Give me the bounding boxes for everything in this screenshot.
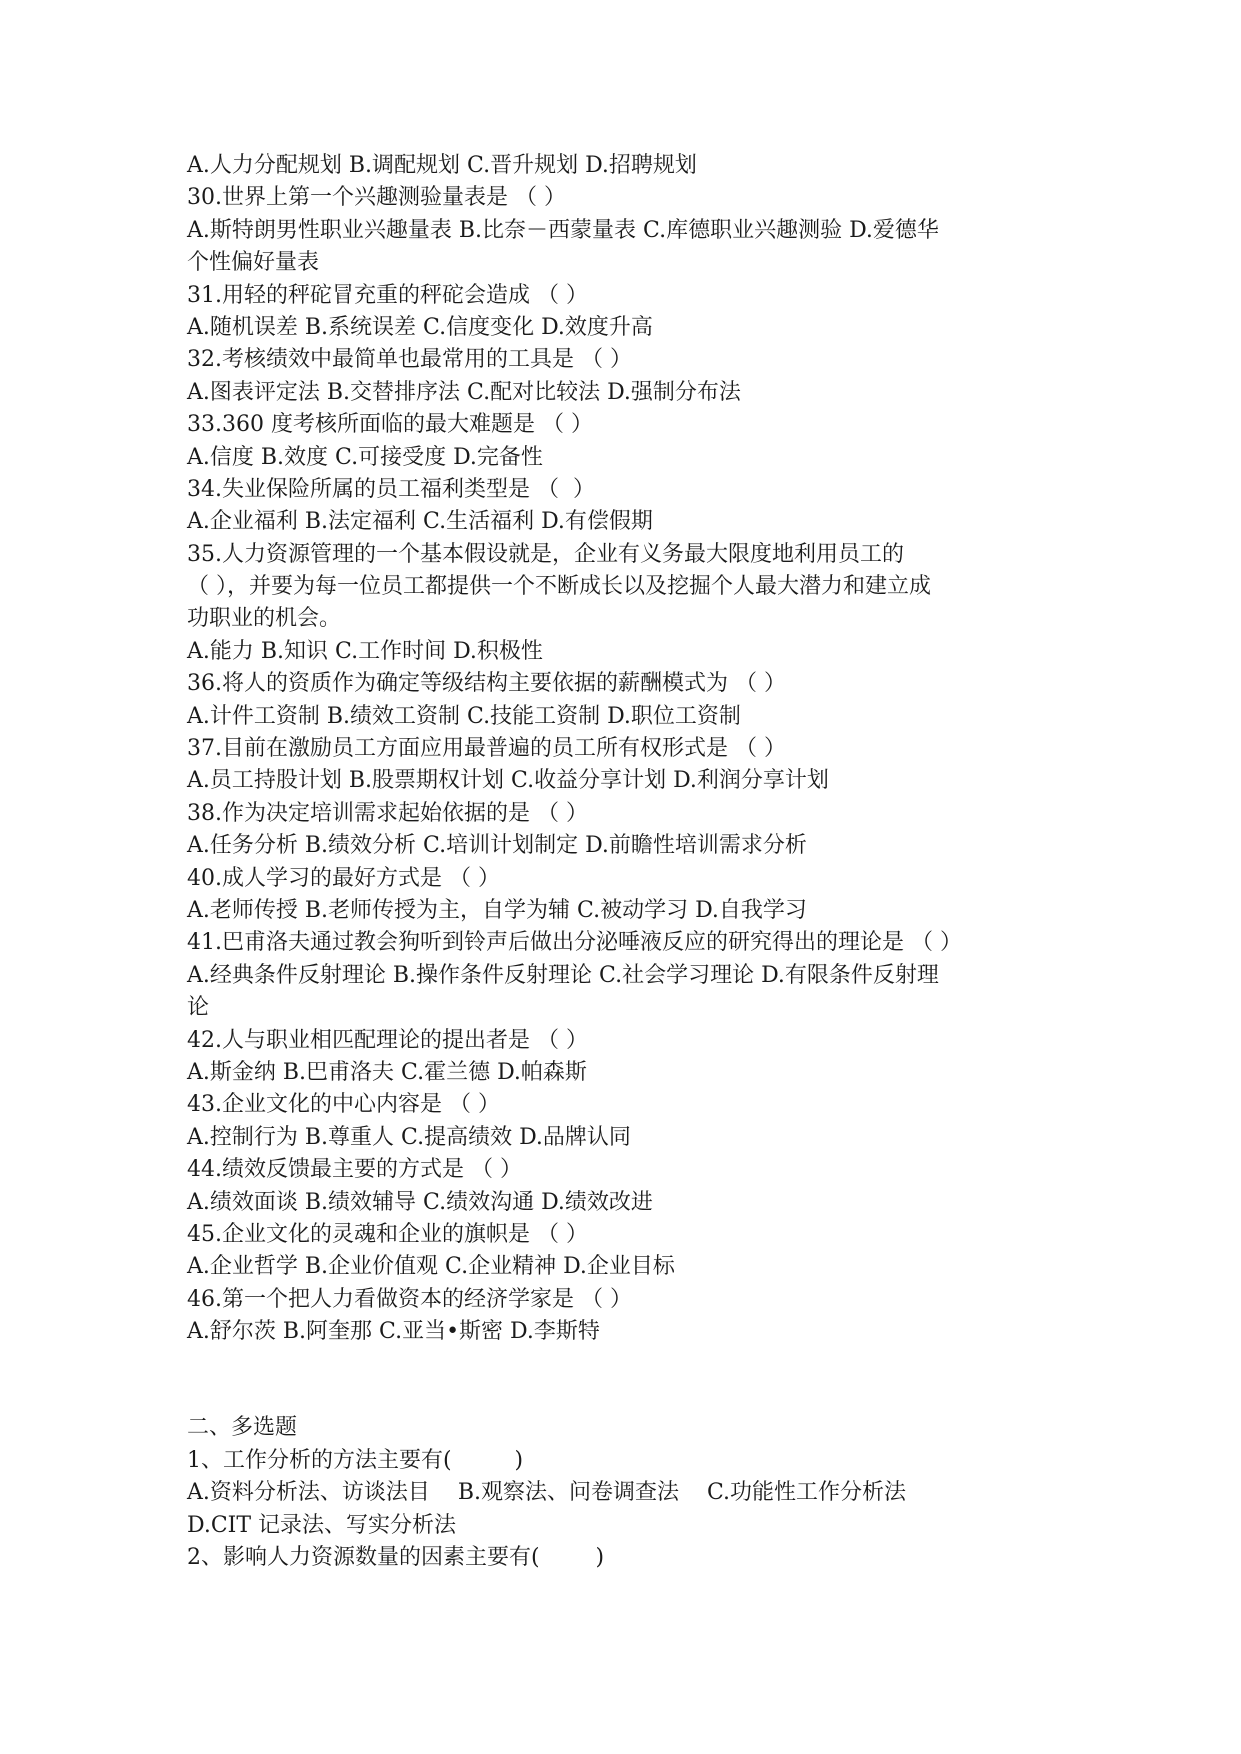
question-text-line: 30.世界上第一个兴趣测验量表是 （ ）	[187, 185, 566, 211]
question-text-line: 46.第一个把人力看做资本的经济学家是 （ ）	[187, 1286, 632, 1312]
question-text-line: A.舒尔茨 B.阿奎那 C.亚当•斯密 D.李斯特	[187, 1319, 600, 1345]
single-choice-block	[187, 150, 1067, 1348]
question-text-line: 论	[187, 995, 210, 1021]
question-text-line: 41.巴甫洛夫通过教会狗听到铃声后做出分泌唾液反应的研究得出的理论是 （ ）	[187, 930, 962, 956]
multi-choice-text-line: 二、多选题	[187, 1415, 298, 1441]
question-text-line: A.信度 B.效度 C.可接受度 D.完备性	[187, 444, 543, 470]
question-text-line: 42.人与职业相匹配理论的提出者是 （ ）	[187, 1027, 588, 1053]
question-text-line: 44.绩效反馈最主要的方式是 （ ）	[187, 1157, 522, 1183]
question-text-line: 31.用轻的秤砣冒充重的秤砣会造成 （ ）	[187, 282, 588, 308]
question-text-line: 33.360 度考核所面临的最大难题是 （ ）	[187, 412, 593, 438]
question-text-line: A.企业哲学 B.企业价值观 C.企业精神 D.企业目标	[187, 1254, 675, 1280]
question-text-line: 34.失业保险所属的员工福利类型是 （ ）	[187, 476, 595, 502]
question-text-line: 个性偏好量表	[187, 250, 320, 276]
question-text-line: A.绩效面谈 B.绩效辅导 C.绩效沟通 D.绩效改进	[187, 1189, 653, 1215]
question-text-line: A.经典条件反射理论 B.操作条件反射理论 C.社会学习理论 D.有限条件反射理	[187, 962, 939, 988]
question-text-line: A.随机误差 B.系统误差 C.信度变化 D.效度升高	[187, 314, 653, 340]
multi-choice-text-line: A.资料分析法、访谈法目 B.观察法、问卷调查法 C.功能性工作分析法	[187, 1480, 907, 1506]
question-text-line: A.斯特朗男性职业兴趣量表 B.比奈－西蒙量表 C.库德职业兴趣测验 D.爱德华	[187, 217, 939, 243]
question-text-line: A.斯金纳 B.巴甫洛夫 C.霍兰德 D.帕森斯	[187, 1059, 587, 1085]
question-text-line: A.图表评定法 B.交替排序法 C.配对比较法 D.强制分布法	[187, 379, 741, 405]
question-text-line: A.员工持股计划 B.股票期权计划 C.收益分享计划 D.利润分享计划	[187, 768, 829, 794]
multi-choice-text-line: 1、工作分析的方法主要有( )	[187, 1447, 524, 1473]
question-text-line: A.能力 B.知识 C.工作时间 D.积极性	[187, 638, 543, 664]
multiple-choice-block	[187, 1412, 1067, 1574]
question-text-line: 32.考核绩效中最简单也最常用的工具是 （ ）	[187, 347, 632, 373]
question-text-line: 38.作为决定培训需求起始依据的是 （ ）	[187, 800, 588, 826]
question-text-line: 43.企业文化的中心内容是 （ ）	[187, 1092, 500, 1118]
question-text-line: 功职业的机会。	[187, 606, 342, 632]
document-body	[187, 150, 1067, 1574]
question-text-line: 35.人力资源管理的一个基本假设就是，企业有义务最大限度地利用员工的	[187, 541, 904, 567]
question-text-line: A.人力分配规划 B.调配规划 C.晋升规划 D.招聘规划	[187, 153, 697, 178]
question-text-line: 45.企业文化的灵魂和企业的旗帜是 （ ）	[187, 1221, 588, 1247]
section-gap	[187, 1348, 1067, 1412]
question-text-line: （ ），并要为每一位员工都提供一个不断成长以及挖掘个人最大潜力和建立成	[187, 574, 931, 600]
multi-choice-text-line: 2、影响人力资源数量的因素主要有( )	[187, 1545, 605, 1571]
question-text-line: 40.成人学习的最好方式是 （ ）	[187, 865, 500, 891]
question-text-line: A.任务分析 B.绩效分析 C.培训计划制定 D.前瞻性培训需求分析	[187, 833, 807, 859]
question-text-line: A.老师传授 B.老师传授为主，自学为辅 C.被动学习 D.自我学习	[187, 897, 807, 923]
question-text-line: A.计件工资制 B.绩效工资制 C.技能工资制 D.职位工资制	[187, 703, 741, 729]
multi-choice-text-line: D.CIT 记录法、写实分析法	[187, 1512, 457, 1538]
question-text-line: A.企业福利 B.法定福利 C.生活福利 D.有偿假期	[187, 509, 653, 535]
question-text-line: 37.目前在激励员工方面应用最普遍的员工所有权形式是 （ ）	[187, 736, 786, 762]
question-text-line: A.控制行为 B.尊重人 C.提高绩效 D.品牌认同	[187, 1124, 631, 1150]
question-text-line: 36.将人的资质作为确定等级结构主要依据的薪酬模式为 （ ）	[187, 671, 786, 697]
